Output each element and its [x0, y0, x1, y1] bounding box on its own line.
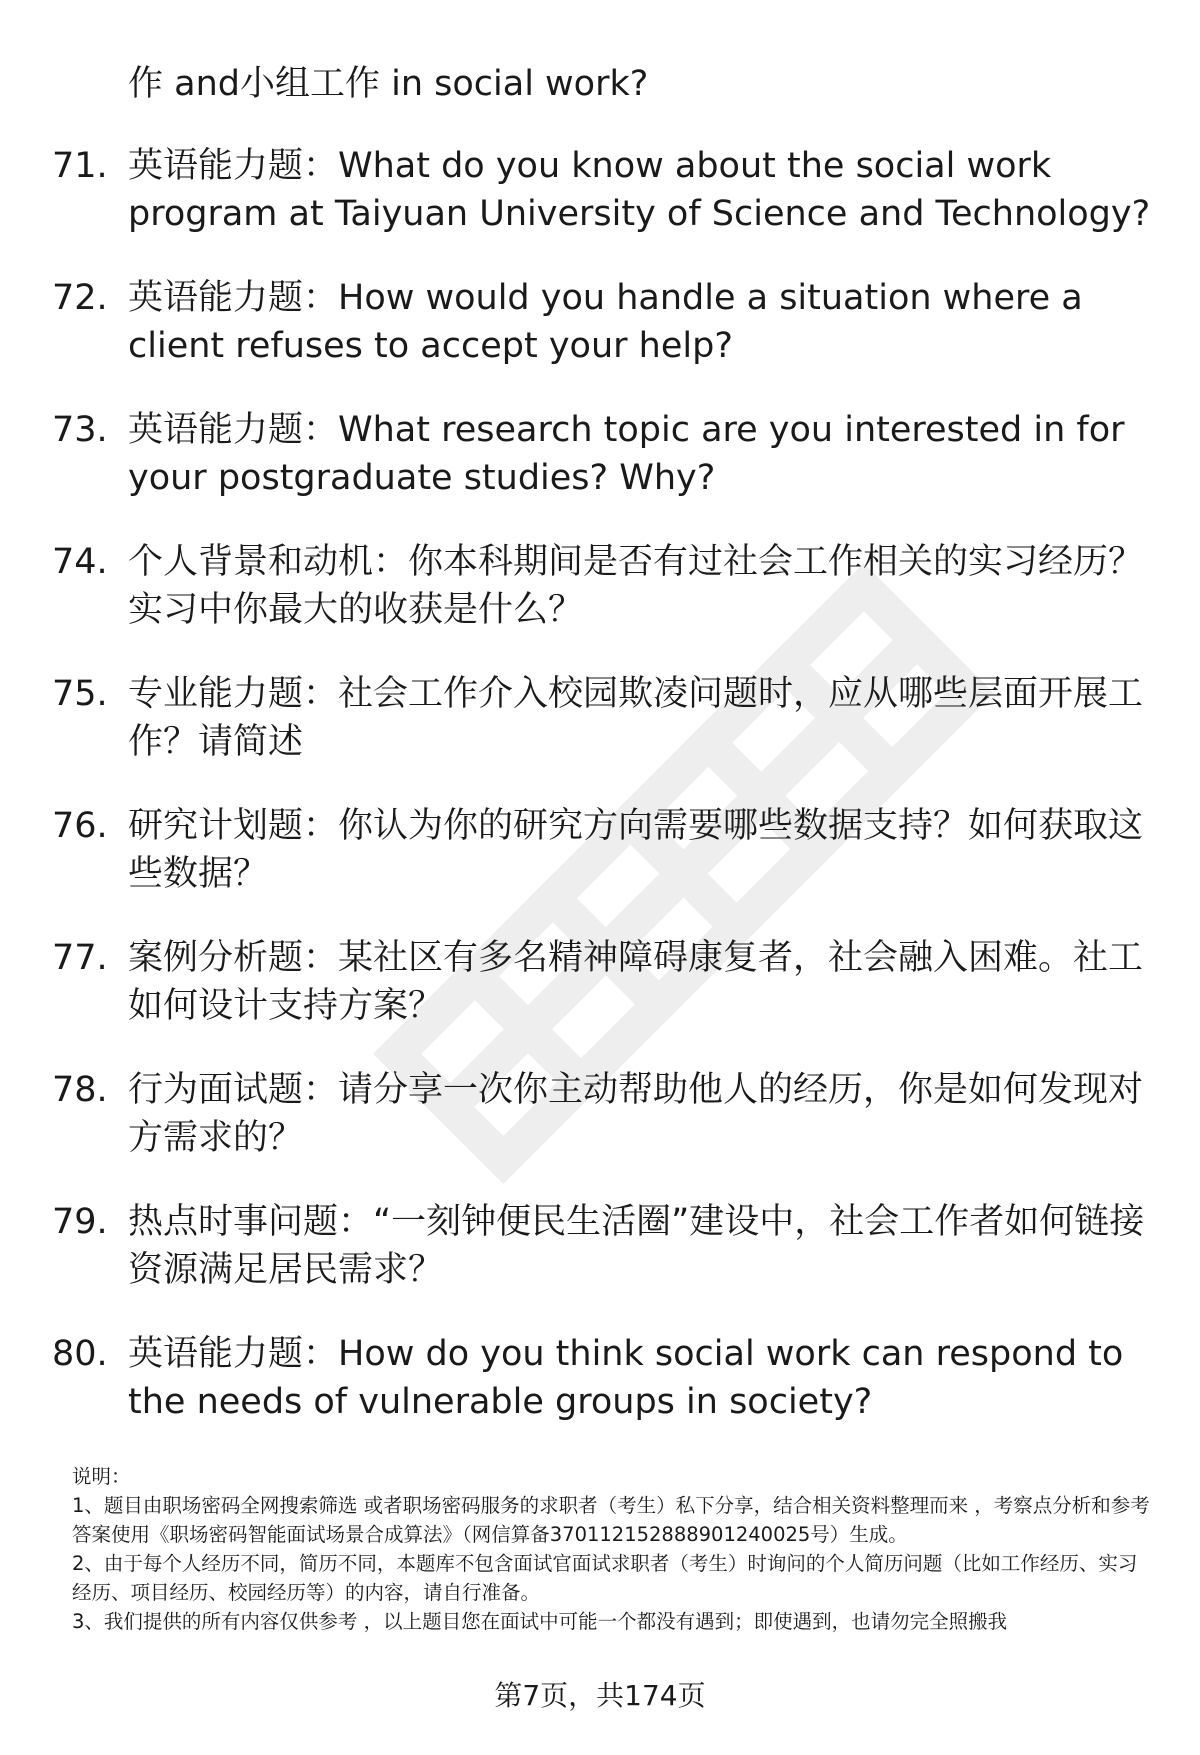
notes-heading: 说明： [72, 1465, 131, 1488]
question-text: 英语能力题：How do you think social work can respond to the needs of vulnerable groups in society? [128, 1334, 1124, 1422]
question-text: 英语能力题：How would you handle a situation where a client refuses to accept your help? [128, 278, 1083, 366]
question-item [52, 406, 1162, 538]
question-number: 73. [52, 410, 108, 450]
question-number: 72. [52, 278, 108, 318]
question-item [52, 1330, 1162, 1462]
question-number: 76. [52, 806, 108, 846]
question-text: 热点时事问题：“一刻钟便民生活圈”建设中，社会工作者如何链接资源满足居民需求？ [128, 1202, 1145, 1290]
notes-section [72, 1462, 1152, 1636]
question-item [52, 802, 1162, 934]
question-text: 英语能力题：What research topic are you interested in for your postgraduate studies? Why? [128, 410, 1125, 498]
question-item [52, 538, 1162, 670]
question-number: 74. [52, 542, 108, 582]
note-item: 3、我们提供的所有内容仅供参考 ，以上题目您在面试中可能一个都没有遇到；即使遇到，也请勿完全照搬我 [72, 1610, 1008, 1633]
question-text: 英语能力题：What do you know about the social work program at Taiyuan University of Science and Technology? [128, 146, 1151, 234]
question-text: 专业能力题：社会工作介入校园欺凌问题时，应从哪些层面开展工作？请简述 [128, 674, 1144, 762]
question-text: 案例分析题：某社区有多名精神障碍康复者，社会融入困难。社工如何设计支持方案？ [128, 938, 1144, 1026]
note-item: 2、由于每个人经历不同，简历不同，本题库不包含面试官面试求职者（考生）时询问的个人简历问题（比如工作经历、实习经历、项目经历、校园经历等）的内容，请自行准备。 [72, 1552, 1138, 1604]
question-list [52, 142, 1162, 1462]
question-item [52, 934, 1162, 1066]
question-text: 行为面试题：请分享一次你主动帮助他人的经历，你是如何发现对方需求的？ [128, 1070, 1144, 1158]
note-item: 1、题目由职场密码全网搜索筛选 或者职场密码服务的求职者（考生）私下分享，结合相关资料整理而来 ，考察点分析和参考答案使用《职场密码智能面试场景合成算法》（网信算备37011215288890124​0025号）生成。 [72, 1494, 1150, 1546]
continuation-text: 作 and小组工作 in social work? [128, 64, 649, 104]
question-number: 71. [52, 146, 108, 186]
question-text: 个人背景和动机：你本科期间是否有过社会工作相关的实习经历？实习中你最大的收获是什么？ [128, 542, 1144, 630]
question-item [52, 274, 1162, 406]
question-number: 77. [52, 938, 108, 978]
question-item [52, 1066, 1162, 1198]
page-footer: 第7页，共174页 [494, 1679, 706, 1712]
question-item [52, 1198, 1162, 1330]
question-item [52, 670, 1162, 802]
question-number: 80. [52, 1334, 108, 1374]
question-number: 75. [52, 674, 108, 714]
question-number: 79. [52, 1202, 108, 1242]
question-item [52, 142, 1162, 274]
question-number: 78. [52, 1070, 108, 1110]
question-text: 研究计划题：你认为你的研究方向需要哪些数据支持？如何获取这些数据？ [128, 806, 1144, 894]
